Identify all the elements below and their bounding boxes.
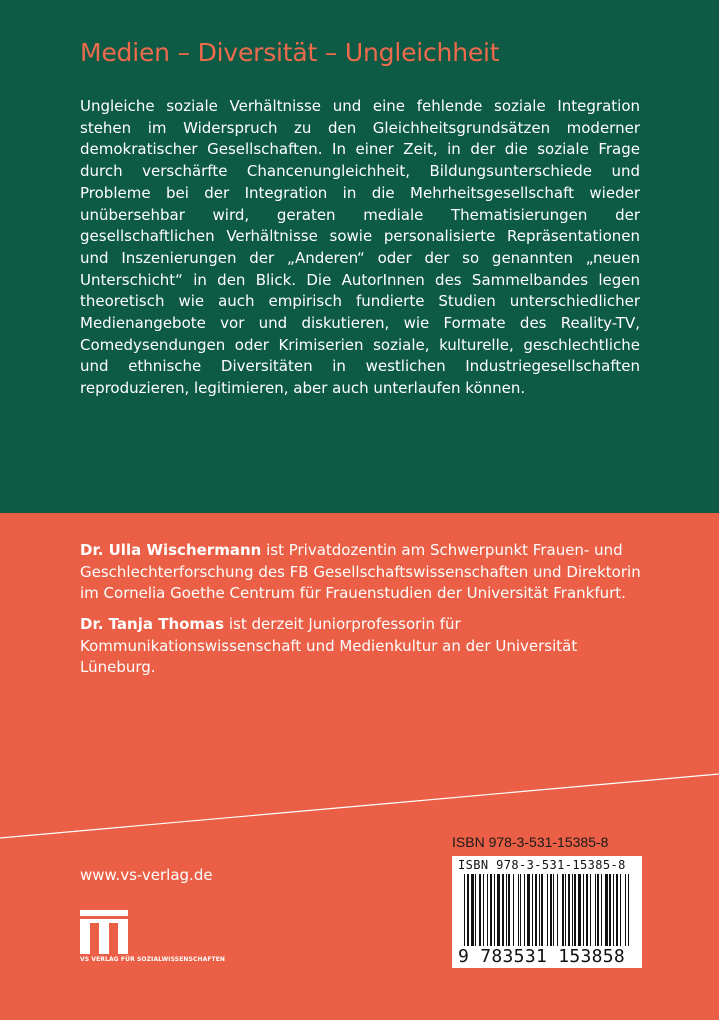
author-name-1: Dr. Ulla Wischermann (80, 541, 262, 559)
diagonal-divider-line (0, 760, 719, 840)
publisher-website-link[interactable]: www.vs-verlag.de (80, 866, 213, 884)
barcode-bars (460, 874, 634, 954)
barcode-isbn-text: ISBN 978-3-531-15385-8 (458, 858, 626, 872)
author-bio-1 (80, 540, 650, 605)
barcode-number: 9 783531 153858 (458, 946, 638, 967)
author-bio-2 (80, 614, 650, 679)
isbn-label: ISBN 978-3-531-15385-8 (452, 834, 609, 850)
book-title: Medien – Diversität – Ungleichheit (80, 38, 500, 67)
author-text-2: ist derzeit Juniorprofessorin für Kommunikationswissenschaft und Medienkultur an der Universität Lüneburg. (80, 615, 578, 677)
vs-verlag-logo-icon (80, 910, 128, 954)
author-text-1: ist Privatdozentin am Schwerpunkt Frauen- und Geschlechterforschung des FB Gesellschaftswissenschaften und Direktorin im Cornelia Goethe Centrum für Frauenstudien der Universität Frankfurt. (80, 541, 641, 603)
publisher-name: VS VERLAG FÜR SOZIALWISSENSCHAFTEN (80, 956, 226, 963)
author-name-2: Dr. Tanja Thomas (80, 615, 225, 633)
isbn-barcode (452, 856, 642, 968)
book-description: Ungleiche soziale Verhältnisse und eine fehlende soziale Integration stehen im Widerspruch zu den Gleichheitsgrundsätzen moderner demokratischer Gesellschaften. In einer Zeit, in der die soziale Frage durch verschärfte Chancenungleichheit, Bildungsunterschiede und Probleme bei der Integration in die Mehrheitsgesellschaft wieder unübersehbar wird, geraten mediale Thematisierungen der gesellschaftlichen Verhältnisse sowie personalisierte Repräsentationen und Inszenierungen der „Anderen“ oder der so genannten „neuen Unterschicht“ in den Blick. Die AutorInnen des Sammelbandes legen theoretisch wie auch empirisch fundierte Studien unterschiedlicher Medienangebote vor und diskutieren, wie Formate des Reality-TV, Comedysendungen oder Krimiserien soziale, kulturelle, geschlechtliche und ethnische Diversitäten in westlichen Industriegesellschaften reproduzieren, legitimieren, aber auch unterlaufen können. (80, 97, 640, 398)
